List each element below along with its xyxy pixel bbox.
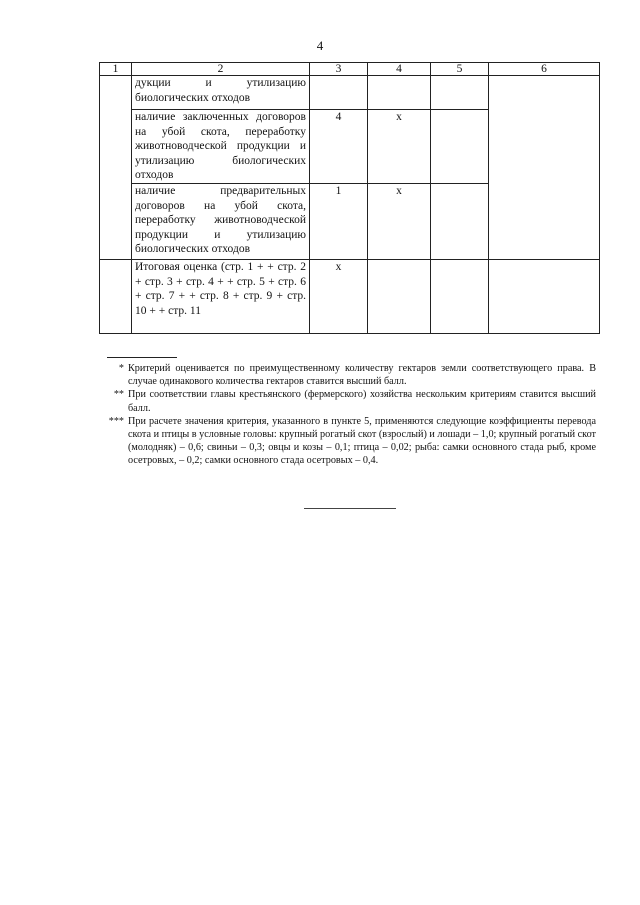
footnote-mark: **: [113, 389, 124, 401]
footnote-separator: [107, 357, 177, 358]
footnote: [107, 415, 596, 468]
table-cell-col5: [431, 110, 489, 184]
footnote-text: При расчете значения критерия, указанного в пункте 5, применяются следующие коэффициенты перевода скота и птицы в условные головы: крупный рогатый скот (взрослый) и лошади – 1,0; крупный рогатый скот (молодняк) – 0,6; свиньи – 0,3; овцы и козы – 0,1; птица – 0,02; рыба: самки основного стада рыб, кроме осетровых, – 0,2; самки основного стада осетровых – 0,4.: [128, 415, 596, 467]
column-header-4: 4: [368, 63, 431, 76]
end-of-document-line: [304, 508, 396, 509]
column-header-3: 3: [310, 63, 368, 76]
score-cell: х: [310, 260, 368, 334]
footnote-mark: ***: [108, 415, 124, 427]
footnote-text: При соответствии главы крестьянского (фермерского) хозяйства нескольким критериям ставится высший балл.: [128, 389, 596, 414]
table-cell-col5: [431, 76, 489, 110]
table-cell-col5: [431, 184, 489, 260]
footnote-mark: *: [118, 363, 124, 374]
mark-cell: [368, 76, 431, 110]
footnotes: [107, 362, 596, 468]
table-row: [100, 76, 600, 110]
mark-cell: х: [368, 184, 431, 260]
mark-cell: х: [368, 110, 431, 184]
column-header-1: 1: [100, 63, 132, 76]
table-cell-col1: [100, 76, 132, 260]
mark-cell: [368, 260, 431, 334]
footnote-text: Критерий оценивается по преимущественному количеству гектаров земли соответствующего права. В случае одинакового количества гектаров ставится высший балл.: [128, 363, 596, 388]
total-score-text: Итоговая оценка (стр. 1 + + стр. 2 + стр. 3 + стр. 4 + + стр. 5 + стр. 6 + стр. 7 + + стр. 8 + стр. 9 + стр. 10 + + стр. 11: [132, 260, 310, 334]
page-number: 4: [316, 38, 324, 53]
table-cell-col6: [489, 260, 600, 334]
criterion-text: дукции и утилизацию биологических отходов: [132, 76, 310, 110]
criteria-table: [99, 62, 600, 334]
table-row: [100, 260, 600, 334]
score-cell: 1: [310, 184, 368, 260]
column-header-5: 5: [431, 63, 489, 76]
footnote: [107, 362, 596, 388]
column-header-6: 6: [489, 63, 600, 76]
column-header-2: 2: [132, 63, 310, 76]
score-cell: [310, 76, 368, 110]
table-cell-col6: [489, 76, 600, 260]
criterion-text: наличие предварительных договоров на убой скота, переработку животноводческой продукции и утилизацию биологических отходов: [132, 184, 310, 260]
table-header-row: [100, 63, 600, 76]
table-cell-col5: [431, 260, 489, 334]
score-cell: 4: [310, 110, 368, 184]
table-cell-col1: [100, 260, 132, 334]
footnote: [107, 388, 596, 414]
criterion-text: наличие заключенных договоров на убой скота, переработку животноводческой продукции и утилизацию биологических отходов: [132, 110, 310, 184]
